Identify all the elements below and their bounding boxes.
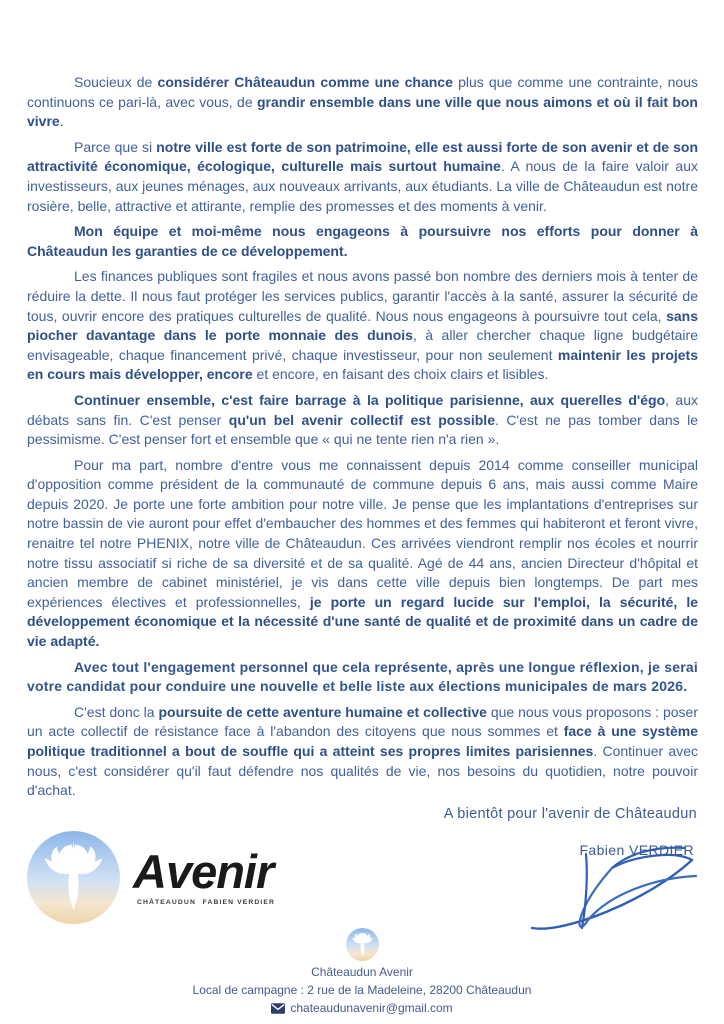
paragraph-run: C'est donc la <box>74 703 159 720</box>
paragraph-run: Soucieux de <box>74 74 158 90</box>
paragraph-run: Parce que si <box>74 138 157 155</box>
paragraph-run: et encore, en faisant des choix clairs et lisibles. <box>252 366 549 383</box>
paragraph-run: . C'est ne pas tomber dans le pessimisme. C'est penser fort et ensemble que « qui ne tente rien n'a rien ». <box>27 411 698 448</box>
footer-email: chateaudunavenir@gmail.com <box>290 1001 453 1015</box>
paragraph-run-bold: maintenir les projets en cours mais développer, encore <box>27 346 698 383</box>
closing-line: A bientôt pour l'avenir de Châteaudun <box>443 806 697 822</box>
paragraph-run-bold: face à une système politique traditionnel a bout de souffle qui a atteint ses propres limites parisiennes <box>27 723 698 759</box>
envelope-icon <box>271 1003 285 1014</box>
paragraph-run-bold: je porte un regard lucide sur l'emploi, la sécurité, le développement économique et la nécessité d'une santé de qualité et de proximité dans un cadre de vie adapté. <box>27 593 699 650</box>
paragraph-run: Pour ma part, nombre d'entre vous me connaissent depuis 2014 comme conseiller municipal d'opposition comme président de la communauté de commune depuis 6 ans, mais aussi comme Maire depuis 2020. Je porte une forte ambition pour notre ville. Je pense que les implantations d'entreprises sur notre bassin de vie auront pour effet d'embaucher des hommes et des femmes qui habiteront et feront vivre, renaitre tel notre PHENIX, notre ville de Châteaudun. Ces arrivées viendront remplir nos écoles et nourrir notre tissu associatif si riche de sa diversité et de sa qualité. Agé de 44 ans, ancien Directeur d'hôpital et ancien membre de cabinet ministériel, je vis dans cette ville depuis bien longtemps. De part mes expériences électives et professionnelles, <box>27 456 698 610</box>
brand-sublabels <box>137 899 275 906</box>
paragraph-run-bold: Mon équipe et moi-même nous engageons à poursuivre nos efforts pour donner à Châteaudun les garanties de ce développement. <box>27 223 698 259</box>
paragraph-run-bold: notre ville est forte de son patrimoine, elle est aussi forte de son avenir et de son attractivité économique, écologique, culturelle mais surtout humaine <box>27 138 699 175</box>
paragraph-run-bold: considérer Châteaudun comme une chance <box>157 74 453 90</box>
paragraph-run: Les finances publiques sont fragiles et nous avons passé bon nombre des derniers mois à tenter de réduire la dette. Il nous faut protéger les services publics, garantir l'accès à la santé, assurer la sécurité de tous, ouvrir encore des pratiques culturelles de qualité. Nous nous engageons à poursuivre tout cela, <box>27 268 698 324</box>
paragraph-run: , aux débats sans fin. C'est penser <box>27 391 699 428</box>
paragraph-run-bold: sans piocher davantage dans le porte monnaie des dunois <box>27 307 698 344</box>
signature-name: Fabien VERDIER <box>579 842 694 858</box>
letter-paragraph <box>27 267 698 385</box>
paragraph-run-bold: grandir ensemble dans une ville que nous aimons et où il fait bon vivre <box>27 93 698 130</box>
brand-sub-candidate: FABIEN VERDIER <box>202 899 275 906</box>
signature-block <box>509 842 704 934</box>
footer-email-row <box>0 1001 724 1015</box>
brand-logo-block <box>27 831 275 924</box>
paragraph-run: que nous vous proposons : poser un acte collectif de résistance face à l'abandon des citoyens que nous sommes et <box>27 703 698 740</box>
paragraph-run: , à aller chercher chaque ligne budgétaire envisageable, chaque financement privé, chaque investisseur, pour non seulement <box>27 327 698 363</box>
footer <box>0 928 724 1015</box>
brand-sub-city: CHÂTEAUDUN <box>137 899 196 906</box>
paragraph-run-bold: poursuite de cette aventure humaine et collective <box>158 703 487 720</box>
letter-paragraph <box>27 703 698 801</box>
letter-paragraph <box>27 222 698 261</box>
paragraph-run: . Continuer avec nous, c'est considérer qu'il faut défendre nos qualités de vie, nos besoins du quotidien, notre pouvoir d'achat. <box>27 743 698 799</box>
paragraph-run-bold: qu'un bel avenir collectif est possible <box>228 411 495 428</box>
footer-address: Local de campagne : 2 rue de la Madeleine, 28200 Châteaudun <box>192 983 532 997</box>
paragraph-run-bold: Avec tout l'engagement personnel que cela représente, après une longue réflexion, je serai votre candidat pour conduire une nouvelle et belle liste aux élections municipales de mars 2026. <box>27 658 698 695</box>
letter-paragraph <box>27 73 698 132</box>
paragraph-run: . <box>59 113 64 130</box>
paragraph-run-bold: Continuer ensemble, c'est faire barrage à la politique parisienne, aux querelles d'égo <box>74 391 666 408</box>
paragraph-run: plus que comme une contrainte, nous continuons ce pari-là, avec vous, de <box>27 74 698 110</box>
phoenix-bird-icon-small <box>346 928 379 961</box>
paragraph-run: . A nous de la faire valoir aux investisseurs, aux jeunes ménages, aux nouveaux arrivants, aux étudiants. La ville de Châteaudun est notre rosière, belle, attractive et attirante, remplie des promesses et des moments à venir. <box>27 158 699 214</box>
letter-paragraph <box>27 138 698 216</box>
footer-organization: Châteaudun Avenir <box>311 965 413 979</box>
letter-paragraph <box>27 456 698 652</box>
letter-paragraph <box>27 658 698 697</box>
letter-body <box>27 73 698 807</box>
brand-text-column <box>133 845 275 906</box>
phoenix-bird-icon <box>27 831 120 924</box>
letter-paragraph <box>27 391 698 450</box>
brand-wordmark: Avenir <box>133 845 274 898</box>
